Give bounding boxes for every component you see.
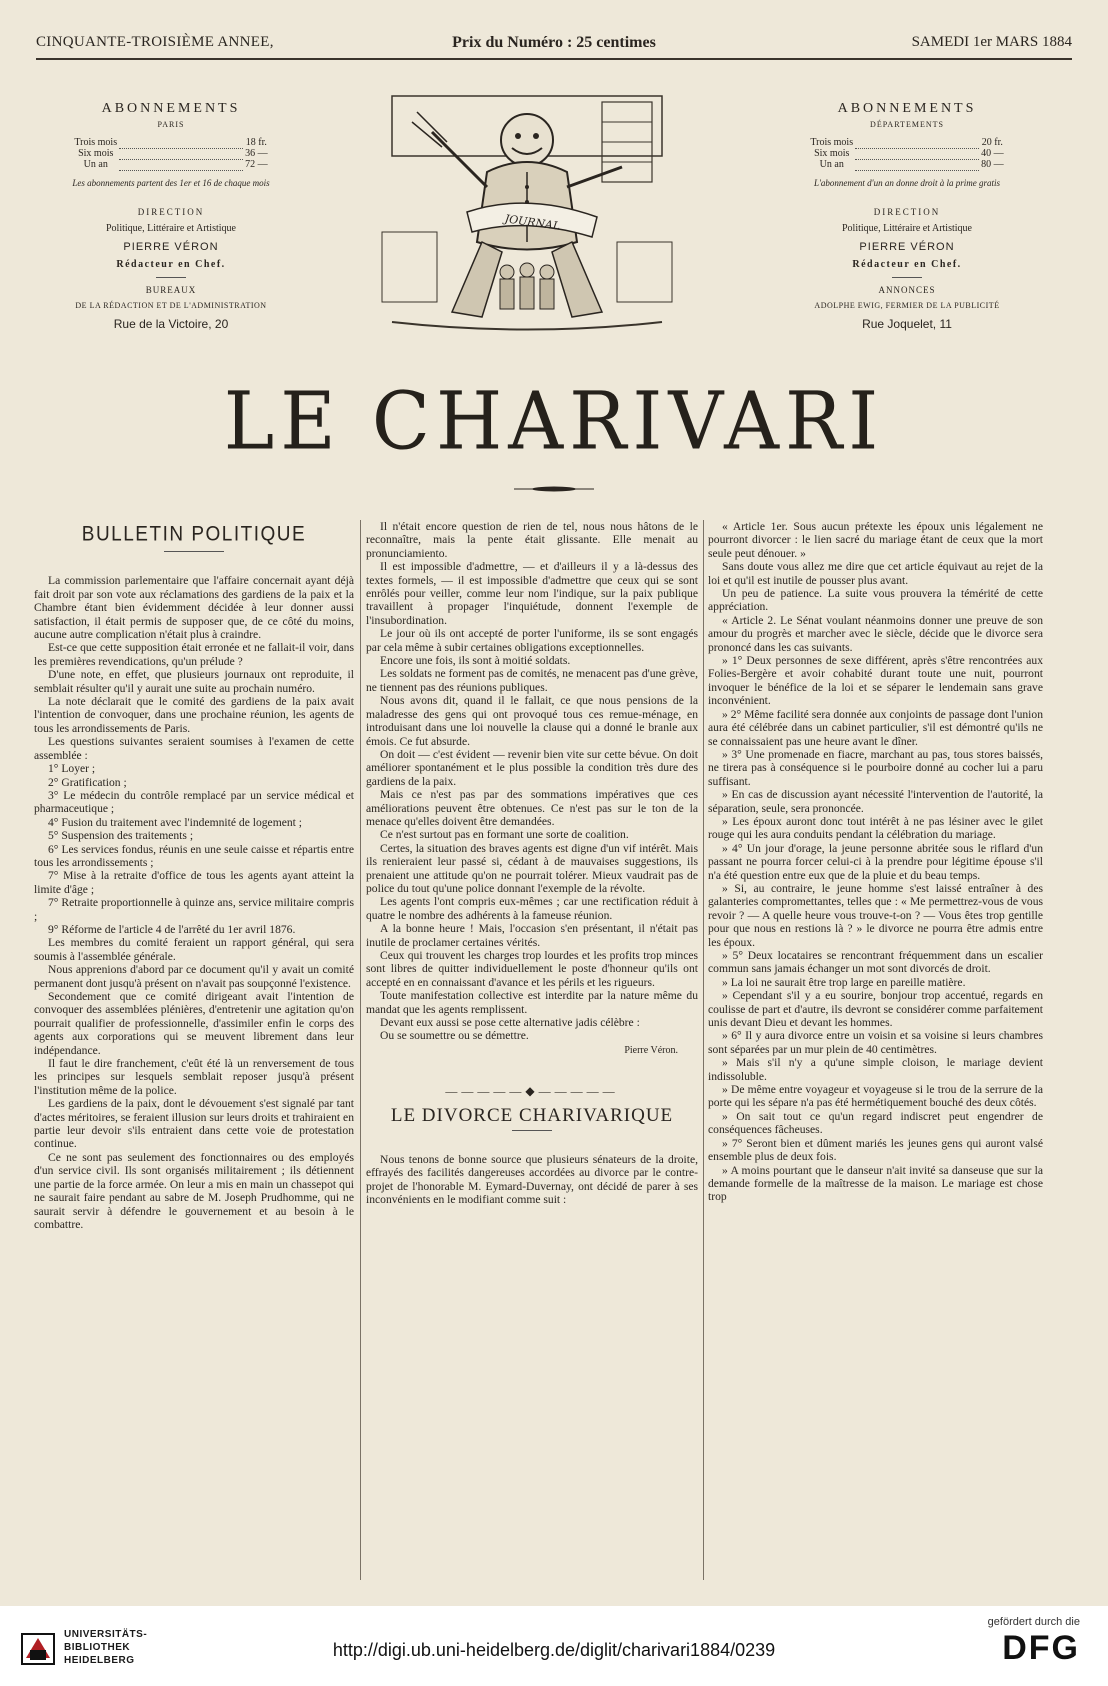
office-address: Rue Joquelet, 11 [862, 316, 952, 331]
paragraph: Sans doute vous allez me dire que cet article équivaut au rejet de la loi et qu'il est inutile de pousser plus avant. [708, 560, 1043, 587]
institution-line: UNIVERSITÄTS- [64, 1629, 148, 1640]
subscriptions-paris [36, 102, 306, 331]
column-middle [366, 520, 698, 1207]
paragraph: Il est impossible d'admettre, — et d'ailleurs il y a là-dessus des textes formels, — il est impossible d'admettre que ceux qui se sont enrôlés pour veiller, comme leur nom l'indique, sur la paix publique travaillent à propager l'inquiétude, donnent l'exemple de l'insubordination. [366, 560, 698, 627]
editor-name: PIERRE VÉRON [859, 240, 955, 253]
newspaper-title: LE CHARIVARI [223, 373, 885, 468]
paragraph: » 3° Une promenade en fiacre, marchant au pas, tous stores baissés, ne tirera pas à conséquence si le pourboire donné au cocher lui a paru suffisant. [708, 747, 1043, 788]
editor-role: Rédacteur en Chef. [116, 258, 226, 270]
paragraph: On doit — c'est évident — revenir bien vite sur cette bévue. On doit améliorer spontanément et le plus possible la condition très dure des gardiens de la paix. [366, 747, 698, 788]
sponsor-name: DFG [1002, 1629, 1080, 1667]
paragraph: » Si, au contraire, le jeune homme s'est laissé entraîner à des galanteries compromettantes, telles que : « Me permettrez-vous de vous revoir ? — A quelle heure vous trouve-t-on ? — Vous êtes trop gentille pour que nous en restions là ? » le divorce ne pourra être admis entre les époux. [708, 881, 1043, 949]
paragraph: Un peu de patience. La suite vous prouvera la témérité de cette appréciation. [708, 587, 1043, 614]
paragraph: Nous tenons de bonne source que plusieurs sénateurs de la droite, effrayés des facilités dangereuses accordées au divorce par le contre-projet de l'honorable M. Eymard-Duvernay, ont décidé de parer à ses inconvénients en le modifiant comme suit : [366, 1153, 698, 1207]
paragraph: 2° Gratification ; [48, 775, 127, 789]
price-label: Trois mois [810, 137, 854, 148]
paragraph: Le jour où ils ont accepté de porter l'uniforme, ils se sont engagés par cela même à subir certaines obligations exceptionnelles. [366, 627, 698, 654]
paragraph: » A moins pourtant que le danseur n'ait invité sa danseuse que sur la demande formelle de la maîtresse de la maison. Le mariage est chose trop [708, 1163, 1043, 1204]
column-bulletin [34, 520, 354, 1231]
institution-line: HEIDELBERG [64, 1655, 135, 1666]
price-row [808, 159, 1005, 170]
office-address: Rue de la Victoire, 20 [113, 316, 229, 331]
price-row [72, 148, 269, 159]
paragraph: Ceux qui trouvent les charges trop lourdes et les profits trop minces sont libres de quitter individuellement le poste d'honneur qu'ils ont accepté en en connaissant d'avance et les périls et les rigueurs. [366, 949, 698, 989]
editor-name: PIERRE VÉRON [123, 240, 219, 253]
paragraph: » En cas de discussion ayant nécessité l'intervention de l'autorité, la séparation, seule, sera prononcée. [708, 788, 1043, 815]
paragraph: Devant eux aussi se pose cette alternative jadis célèbre : [380, 1016, 640, 1030]
paragraph: La note déclarait que le comité des gardiens de la paix avait l'intention de convoquer, dans une prochaine réunion, les agents de tous les arrondissements de Paris. [34, 695, 354, 735]
price-label: Six mois [814, 148, 850, 159]
price-value: 80 — [981, 159, 1004, 170]
paragraph: 1° Loyer ; [48, 762, 96, 776]
paragraph: Les soldats ne forment pas de comités, ne menacent pas d'une grève, ne tiennent pas des réunions publiques. [366, 667, 698, 694]
abo-sub: DÉPARTEMENTS [870, 120, 944, 129]
date-label: SAMEDI 1er MARS 1884 [911, 34, 1072, 50]
abo-sub: PARIS [157, 120, 185, 129]
paragraph: » 2° Même facilité sera donnée aux conjoints de passage dont l'union aura été célébrée dans un cabinet particulier, s'il est démontré qu'ils ne se connaissaient pas une heure avant le dîner. [708, 707, 1043, 748]
divider [892, 277, 922, 278]
direction-label: DIRECTION [873, 206, 941, 217]
paragraph: A la bonne heure ! Mais, l'occasion s'en présentant, il n'était pas inutile de proclamer certaines vérités. [366, 922, 698, 949]
paragraph: « Article 2. Le Sénat voulant néanmoins donner une preuve de son amour du progrès et marcher avec le siècle, décide que le divorce sera prononcé dans les cas suivants. [708, 613, 1043, 654]
paragraph: Encore une fois, ils sont à moitié soldats. [380, 654, 571, 668]
paragraph: Mais ce n'est pas par des sommations impératives que ces améliorations peuvent être obtenues. Ce n'est pas sur le ton de la menace qu'elles doivent être demandées. [366, 788, 698, 828]
price-label: Un an [83, 159, 108, 170]
price-value: 36 — [245, 148, 268, 159]
paragraph: 7° Retraite proportionnelle à quinze ans, service militaire compris ; [34, 896, 354, 923]
paragraph: Ou se soumettre ou se démettre. [380, 1029, 529, 1043]
price-row [808, 148, 1005, 159]
paragraph: Les questions suivantes seraient soumises à l'examen de cette assemblée : [34, 735, 354, 762]
paragraph: Les gardiens de la paix, dont le dévouement s'est signalé par tant d'actes méritoires, se feraient illusion sur leurs droits et trahiraient en partie leur devoir s'ils entraient dans cette voie de protestation continue. [34, 1097, 354, 1151]
paragraph: 9° Réforme de l'article 4 de l'arrêté du 1er avril 1876. [48, 922, 296, 936]
paragraph: Est-ce que cette supposition était erronée et ne fallait-il voir, dans les premières revendications, qu'un prélude ? [34, 641, 354, 668]
editor-role: Rédacteur en Chef. [852, 258, 962, 270]
paragraph: Nous avons dit, quand il le fallait, ce que nous pensions de la maladresse des gens qui ont provoqué tous ces remue-ménage, en introduisant dans une loi nouvelle la clause qui a donné le branle aux émois. Ce fut absurde. [366, 694, 698, 748]
paragraph: » On sait tout ce qu'un regard indiscret peut engendrer de conséquences fâcheuses. [708, 1109, 1043, 1137]
paragraph: 4° Fusion du traitement avec l'indemnité de logement ; [48, 815, 302, 829]
masthead-illustration [372, 92, 682, 337]
paragraph: Toute manifestation collective est interdite par la nature même du mandat que les agents remplissent. [366, 989, 698, 1016]
abo-title: ABONNEMENTS [101, 101, 241, 116]
paragraph: » De même entre voyageur et voyageuse si le trou de la serrure de la porte qui les sépare n'a pas été hermétiquement bouché des deux côtés. [708, 1083, 1043, 1110]
title-ornament [514, 486, 594, 492]
institution-line: BIBLIOTHEK [64, 1642, 131, 1653]
dateline [36, 34, 1072, 58]
price-table [808, 137, 1005, 171]
paragraph: » 4° Un jour d'orage, la jeune personne abritée sous le riflard d'un passant ne pourra forcer celui-ci à la prendre pour légitime épouse s'il n'a été question entre eux que de la pluie et du beau temps. [708, 841, 1043, 882]
dfg-logo[interactable] [970, 1616, 1080, 1668]
paragraph: Les agents l'ont compris eux-mêmes ; car une rectification réduit à quatre le nombre des adhérents à la fameuse réunion. [366, 895, 698, 922]
bureaux-sub: DE LA RÉDACTION ET DE L'ADMINISTRATION [75, 300, 267, 310]
paragraph: » 5° Deux locataires se rencontrant fréquemment dans un escalier commun sans jamais échanger un mot sont divorcés de droit. [708, 949, 1043, 976]
section-heading: LE DIVORCE CHARIVARIQUE [390, 1104, 674, 1126]
top-rule [36, 58, 1072, 60]
paragraph: 7° Mise à la retraite d'office de tous les agents ayant atteint la limite d'âge ; [34, 869, 354, 896]
divider [156, 277, 186, 278]
abo-note: L'abonnement d'un an donne droit à la prime gratis [813, 177, 1000, 188]
price-value: 20 fr. [981, 137, 1003, 148]
price-label: Un an [819, 159, 844, 170]
paragraph: Ce n'est surtout pas en formant une sorte de coalition. [380, 828, 629, 842]
annonces-sub: ADOLPHE EWIG, FERMIER DE LA PUBLICITÉ [814, 300, 1000, 310]
paragraph: » Mais s'il n'y a qu'une simple cloison, le mariage devient indissoluble. [708, 1056, 1043, 1083]
direction-sub: Politique, Littéraire et Artistique [842, 222, 972, 234]
paragraph: 5° Suspension des traitements ; [48, 829, 194, 843]
paragraph: Il n'était encore question de rien de tel, nous nous hâtons de le reconnaître, mais la pente était glissante. Elle menait au pronunciamiento. [366, 520, 698, 560]
price-label: Six mois [78, 148, 114, 159]
article-divider: —————◆————— [445, 1084, 619, 1099]
paragraph: Les membres du comité feraient un rapport général, qui sera soumis à l'assemblée générale. [34, 936, 354, 963]
paragraph: D'une note, en effet, que plusieurs journaux ont reproduite, il semblait résulter qu'il y aurait une suite au prochain numéro. [34, 668, 354, 695]
abo-title: ABONNEMENTS [837, 101, 977, 116]
paragraph: » Les époux auront donc tout intérêt à ne pas lésiner avec le gilet rouge qui les aura conduits pendant la célébration du mariage. [708, 814, 1043, 842]
paragraph: » 1° Deux personnes de sexe différent, après s'être rencontrées aux Folies-Bergère et avoir cohabité durant toute une nuit, pourront invoquer le bénéfice de la loi et se séparer le lendemain sans grave inconvénient. [708, 654, 1043, 708]
section-heading: BULLETIN POLITIQUE [81, 522, 307, 547]
heading-rule [164, 551, 224, 552]
signature: Pierre Véron. [624, 1044, 678, 1056]
sponsor-label: gefördert durch die [987, 1616, 1080, 1628]
journal-banner: JOURNAL [503, 212, 562, 233]
paragraph: Il faut le dire franchement, c'eût été là un renversement de tous les principes sur lesquels semblait reposer jusqu'à présent l'institution même de la police. [34, 1057, 354, 1097]
column-rule [703, 520, 704, 1580]
paragraph: Secondement que ce comité dirigeant avait l'intention de convoquer des assemblées plénières, d'entretenir une agitation qu'on pourrait qualifier de professionnelle, d'assimiler enfin le corps des agents aux corporations qui se meuvent librement dans leur indépendance. [34, 990, 354, 1057]
price-value: 18 fr. [245, 137, 267, 148]
paragraph: » 7° Seront bien et dûment mariés les jeunes gens qui auront valsé ensemble plus de deux fois. [708, 1136, 1043, 1164]
permalink-url[interactable]: http://digi.ub.uni-heidelberg.de/diglit/charivari1884/0239 [332, 1640, 776, 1660]
price-table [72, 137, 269, 171]
paragraph: Nous apprenions d'abord par ce document qu'il y avait un comité permanent dont jusqu'à présent on n'avait pas soupçonné l'existence. [34, 963, 354, 990]
paragraph: « Article 1er. Sous aucun prétexte les époux unis légalement ne pourront divorcer : le lien sacré du mariage étant de ceux que la mort seule peut dénouer. » [708, 520, 1043, 560]
paragraph: 6° Les services fondus, réunis en une seule caisse et répartis entre tous les arrondissements ; [34, 842, 354, 869]
paragraph: La commission parlementaire que l'affaire concernait ayant déjà fait droit par son vote aux réclamations des gardiens de la paix et la Chambre étant bien évidemment décidée à leur donner aussi satisfaction, il était permis de supposer que, de ce côté du moins, aucune autre complication n'était plus à craindre. [34, 574, 354, 642]
paragraph: » Cependant s'il y a eu sourire, bonjour trop accentué, regards en coulisse de part et d'autre, ils devront se considérer comme parfaitement unis devant Dieu et devant les hommes. [708, 989, 1043, 1030]
subscriptions-departements [772, 102, 1042, 331]
price-value: 40 — [981, 148, 1004, 159]
direction-label: DIRECTION [137, 206, 205, 217]
digitization-footer [0, 1606, 1108, 1686]
price-label: Prix du Numéro : 25 centimes [452, 34, 656, 51]
direction-sub: Politique, Littéraire et Artistique [106, 222, 236, 234]
column-divorce [708, 520, 1043, 1204]
price-label: Trois mois [74, 137, 118, 148]
annonces-label: ANNONCES [878, 284, 936, 295]
abo-note: Les abonnements partent des 1er et 16 de chaque mois [72, 177, 270, 188]
paragraph: Ce ne sont pas seulement des fonctionnaires ou des employés d'un service civil. Ils sont organisés militairement ; ils détiennent une partie de la force armée. On leur a mis en main un chassepot qui ne saurait faire pendant au sabre de M. Joseph Prudhomme, qui ne saurait servir à défendre le gouvernement et au besoin à le combattre. [34, 1150, 354, 1231]
paragraph: » 6° Il y aura divorce entre un voisin et sa voisine si leurs chambres sont séparées par un mur plein de 40 centimètres. [708, 1029, 1043, 1056]
column-rule [360, 520, 361, 1580]
paragraph: 3° Le médecin du contrôle remplacé par un service médical et pharmaceutique ; [34, 788, 354, 816]
year-label: CINQUANTE-TROISIÈME ANNEE, [36, 34, 274, 50]
price-row [72, 137, 269, 148]
paragraph: Certes, la situation des braves agents est digne d'un vif intérêt. Mais ils renieraient leur passé si, cédant à de mauvaises suggestions, ils prenaient une attitude qu'on ne pourrait tolérer. Mieux vaudrait pas de police du tout qu'une police donnant l'exemple de la révolte. [366, 841, 698, 895]
paragraph: » La loi ne saurait être trop large en pareille matière. [722, 975, 966, 989]
price-row [808, 137, 1005, 148]
price-row [72, 159, 269, 170]
bureaux-label: BUREAUX [145, 284, 197, 295]
price-value: 72 — [245, 159, 268, 170]
heading-rule [512, 1130, 552, 1131]
